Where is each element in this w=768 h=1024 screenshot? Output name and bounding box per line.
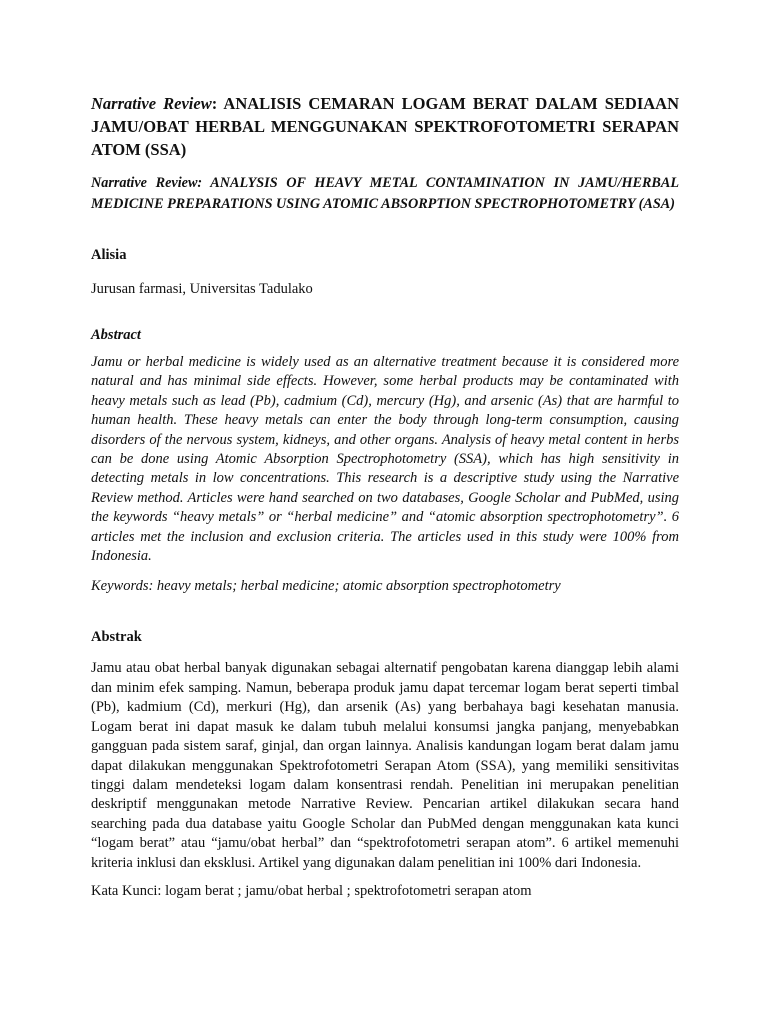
abstract-keywords: Keywords: heavy metals; herbal medicine; atomic absorption spectrophotometry xyxy=(91,578,561,595)
title-main: ANALISIS CEMARAN LOGAM BERAT DALAM SEDIAAN JAMU/OBAT HERBAL MENGGUNAKAN SPEKTROFOTOMETRI SERAPAN ATOM (SSA) xyxy=(91,94,680,159)
abstrak-heading: Abstrak xyxy=(91,629,142,646)
title-lead: Narrative Review xyxy=(91,94,212,113)
abstrak-body: Jamu atau obat herbal banyak digunakan sebagai alternatif pengobatan karena dianggap lebih alami dan minim efek samping. Namun, beberapa produk jamu dapat tercemar logam berat seperti timbal (Pb), kadmium (Cd), merkuri (Hg), dan arsenik (As) yang berbahaya bagi kesehatan manusia. Logam berat ini dapat masuk ke dalam tubuh melalui konsumsi jangka panjang, menyebabkan gangguan pada sistem saraf, ginjal, dan organ lainnya. Analisis kandungan logam berat dalam jamu dapat dilakukan menggunakan Spektrofotometri Serapan Atom (SSA), yang memiliki sensitivitas tinggi dalam mendeteksi logam dalam konsentrasi rendah. Penelitian ini merupakan penelitian deskriptif menggunakan metode Narrative Review. Pencarian artikel dilakukan secara hand searching pada dua database yaitu Google Scholar dan PubMed dengan menggunakan kata kunci “logam berat” atau “jamu/obat herbal” dan “spektrofotometri serapan atom”. 6 artikel memenuhi kriteria inklusi dan eksklusi. Artikel yang digunakan dalam penelitian ini 100% dari Indonesia. xyxy=(91,660,679,871)
title-colon: : xyxy=(211,94,224,113)
title-english: Narrative Review: ANALYSIS OF HEAVY METAL CONTAMINATION IN JAMU/HERBAL MEDICINE PREPARATIONS USING ATOMIC ABSORPTION SPECTROPHOTOMETRY (ASA) xyxy=(91,175,679,212)
title-indonesian xyxy=(91,92,679,161)
abstract-body: Jamu or herbal medicine is widely used as an alternative treatment because it is considered more natural and has minimal side effects. However, some herbal products may be contaminated with heavy metals such as lead (Pb), cadmium (Cd), mercury (Hg), and arsenic (As) that are harmful to human health. These heavy metals can enter the body through long-term consumption, causing disorders of the nervous system, kidneys, and other organs. Analysis of heavy metal content in herbs can be done using Atomic Absorption Spectrophotometry (SSA), which has high sensitivity in detecting metals in low concentrations. This research is a descriptive study using the Narrative Review method. Articles were hand searched on two databases, Google Scholar and PubMed, using the keywords “heavy metals” or “herbal medicine” and “atomic absorption spectrophotometry”. 6 articles met the inclusion and exclusion criteria. The articles used in this study were 100% from Indonesia. xyxy=(91,354,679,565)
abstract-heading: Abstract xyxy=(91,327,141,343)
author-name: Alisia xyxy=(91,247,127,263)
abstrak-keywords: Kata Kunci: logam berat ; jamu/obat herbal ; spektrofotometri serapan atom xyxy=(91,882,532,899)
document-page xyxy=(91,92,679,900)
author-affiliation: Jurusan farmasi, Universitas Tadulako xyxy=(91,281,313,297)
